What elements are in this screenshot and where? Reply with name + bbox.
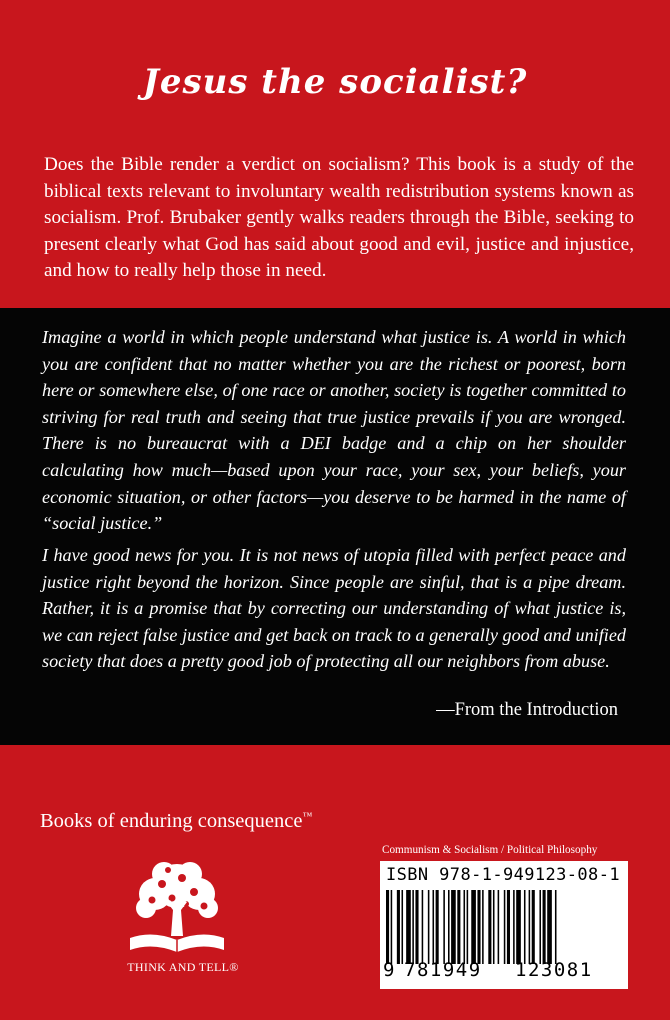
barcode-bar <box>448 890 450 964</box>
barcode-bar <box>539 890 541 964</box>
barcode-bar <box>391 890 393 964</box>
tagline-text: Books of enduring consequence <box>40 810 303 832</box>
isbn-barcode <box>380 861 628 989</box>
barcode-bar <box>436 890 439 964</box>
barcode-bar <box>428 890 430 964</box>
barcode-bar <box>406 890 411 964</box>
barcode-bar <box>529 890 531 964</box>
barcode-bar <box>467 890 469 964</box>
barcode-bar <box>422 890 424 964</box>
barcode-bar <box>397 890 400 964</box>
publisher-name: THINK AND TELL® <box>127 960 239 974</box>
barcode-bar <box>532 890 535 964</box>
barcode-bars <box>386 890 622 964</box>
barcode-bar <box>386 890 389 964</box>
barcode-bar <box>457 890 460 964</box>
trademark-symbol: ™ <box>302 811 313 823</box>
barcode-bar <box>498 890 500 964</box>
barcode-bar <box>513 890 515 964</box>
barcode-bar <box>507 890 510 964</box>
barcode-bar <box>488 890 491 964</box>
book-blurb: Does the Bible render a verdict on socialism? This book is a study of the biblical texts relevant to involuntary wealth redistribution systems known as socialism. Prof. Brubaker gently walks readers through the Bible, seeking to present clearly what God has said about good and evil, justice and injustice, and how to really help those in need. <box>44 154 634 281</box>
publisher-tagline <box>40 810 312 833</box>
barcode-bar <box>412 890 414 964</box>
barcode-right-group: 123081 <box>515 959 593 981</box>
excerpt-attribution: —From the Introduction <box>436 700 618 720</box>
barcode-bar <box>516 890 521 964</box>
book-category: Communism & Socialism / Political Philosophy <box>382 844 598 856</box>
isbn-number: ISBN 978-1-949123-08-1 <box>386 865 620 885</box>
barcode-bar <box>451 890 456 964</box>
barcode-bar <box>471 890 476 964</box>
barcode-bar <box>493 890 495 964</box>
barcode-bar <box>433 890 435 964</box>
barcode-bar <box>477 890 480 964</box>
barcode-bar <box>482 890 484 964</box>
barcode-bar <box>464 890 466 964</box>
barcode-bar <box>443 890 445 964</box>
barcode-bar <box>543 890 546 964</box>
barcode-bar <box>555 890 557 964</box>
book-title: Jesus the socialist? <box>142 62 528 102</box>
barcode-bar <box>415 890 418 964</box>
excerpt-paragraph-2: I have good news for you. It is not news of utopia filled with perfect peace and justice right beyond the horizon. Since people are sinful, that is a pipe dream. Rather, it is a promise that by correcting our understanding of what justice is, we can reject false justice and get back on track to a generally good and unified society that does a pretty good job of protecting all our neighbors from abuse. <box>42 545 626 672</box>
excerpt-paragraph-1: Imagine a world in which people understand what justice is. A world in which you are confident that no matter whether you are the richest or poorest, born here or somewhere else, of one race or another, society is together committed to striving for real truth and seeing that true justice prevails if you are wronged. There is no bureaucrat with a DEI badge and a chip on her shoulder calculating how much—based upon your race, your sex, your beliefs, your economic situation, or other factors—you deserve to be harmed in the name of “social justice.” <box>42 327 626 534</box>
barcode-first-digit: 9 <box>383 959 395 981</box>
barcode-bar <box>402 890 404 964</box>
tree-book-icon <box>122 858 232 958</box>
barcode-bar <box>524 890 526 964</box>
barcode-bar <box>504 890 506 964</box>
barcode-bar <box>547 890 552 964</box>
barcode-left-group: 781949 <box>404 959 482 981</box>
